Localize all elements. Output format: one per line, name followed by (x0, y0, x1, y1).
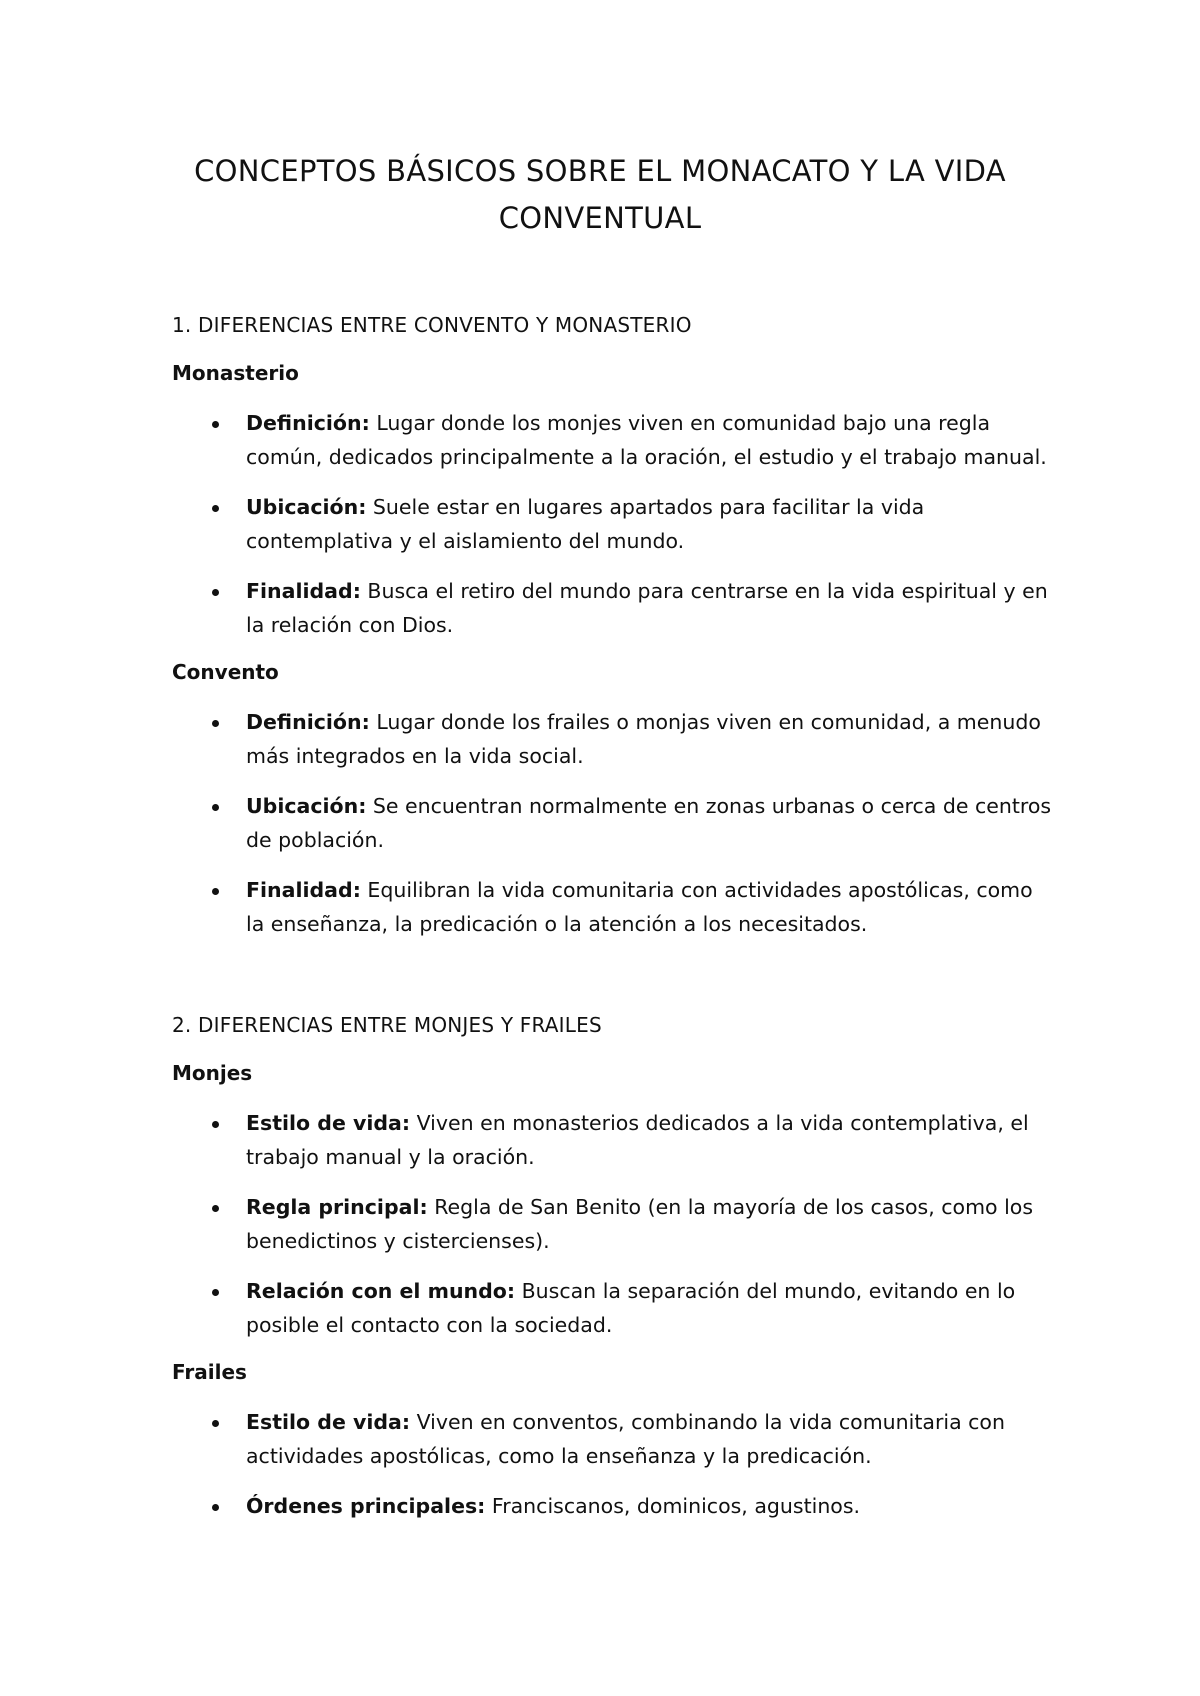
item-text: Franciscanos, dominicos, agustinos. (485, 1494, 861, 1518)
subheading-monasterio: Monasterio (172, 361, 299, 385)
item-text: Buscan la separación del mundo, evitando en lo posible el contacto con la sociedad. (246, 1279, 1016, 1337)
item-term: Finalidad: (246, 878, 361, 902)
bullet-list-monjes (172, 1106, 1052, 1358)
list-item (172, 406, 1052, 474)
bullet-icon (212, 804, 219, 811)
item-term: Regla principal: (246, 1195, 428, 1219)
document-title: CONCEPTOS BÁSICOS SOBRE EL MONACATO Y LA VIDA CONVENTUAL (194, 154, 1006, 235)
item-term: Estilo de vida: (246, 1111, 411, 1135)
bullet-list-monasterio (172, 406, 1052, 658)
bullet-icon (212, 1420, 219, 1427)
item-term: Definición: (246, 411, 370, 435)
item-text: Viven en conventos, combinando la vida comunitaria con actividades apostólicas, como la enseñanza y la predicación. (246, 1410, 1005, 1468)
list-item (172, 873, 1052, 941)
item-term: Finalidad: (246, 579, 361, 603)
list-item (172, 1274, 1052, 1342)
section-heading-2: 2. DIFERENCIAS ENTRE MONJES Y FRAILES (172, 1013, 602, 1037)
item-text: Se encuentran normalmente en zonas urbanas o cerca de centros de población. (246, 794, 1052, 852)
bullet-icon (212, 421, 219, 428)
item-term: Estilo de vida: (246, 1410, 411, 1434)
bullet-icon (212, 1289, 219, 1296)
item-text: Lugar donde los monjes viven en comunidad bajo una regla común, dedicados principalmente a la oración, el estudio y el trabajo manual. (246, 411, 1047, 469)
bullet-icon (212, 1121, 219, 1128)
item-term: Órdenes principales: (246, 1494, 486, 1518)
section-heading-1: 1. DIFERENCIAS ENTRE CONVENTO Y MONASTERIO (172, 313, 692, 337)
item-term: Ubicación: (246, 495, 367, 519)
list-item (172, 1405, 1052, 1473)
bullet-icon (212, 1205, 219, 1212)
item-text: Lugar donde los frailes o monjas viven en comunidad, a menudo más integrados en la vida social. (246, 710, 1041, 768)
list-item (172, 1106, 1052, 1174)
list-item (172, 1489, 1052, 1523)
item-text: Busca el retiro del mundo para centrarse en la vida espiritual y en la relación con Dios. (246, 579, 1048, 637)
item-text: Equilibran la vida comunitaria con actividades apostólicas, como la enseñanza, la predicación o la atención a los necesitados. (246, 878, 1033, 936)
list-item (172, 574, 1052, 642)
subheading-frailes: Frailes (172, 1360, 247, 1384)
item-term: Relación con el mundo: (246, 1279, 516, 1303)
item-term: Ubicación: (246, 794, 367, 818)
item-term: Definición: (246, 710, 370, 734)
item-text: Viven en monasterios dedicados a la vida contemplativa, el trabajo manual y la oración. (246, 1111, 1029, 1169)
bullet-icon (212, 720, 219, 727)
bullet-icon (212, 888, 219, 895)
list-item (172, 490, 1052, 558)
bullet-list-convento (172, 705, 1052, 957)
bullet-icon (212, 589, 219, 596)
bullet-icon (212, 505, 219, 512)
bullet-list-frailes (172, 1405, 1052, 1539)
bullet-icon (212, 1504, 219, 1511)
item-text: Suele estar en lugares apartados para facilitar la vida contemplativa y el aislamiento del mundo. (246, 495, 925, 553)
list-item (172, 1190, 1052, 1258)
list-item (172, 789, 1052, 857)
subheading-convento: Convento (172, 660, 279, 684)
subheading-monjes: Monjes (172, 1061, 253, 1085)
list-item (172, 705, 1052, 773)
item-text: Regla de San Benito (en la mayoría de los casos, como los benedictinos y cistercienses). (246, 1195, 1034, 1253)
